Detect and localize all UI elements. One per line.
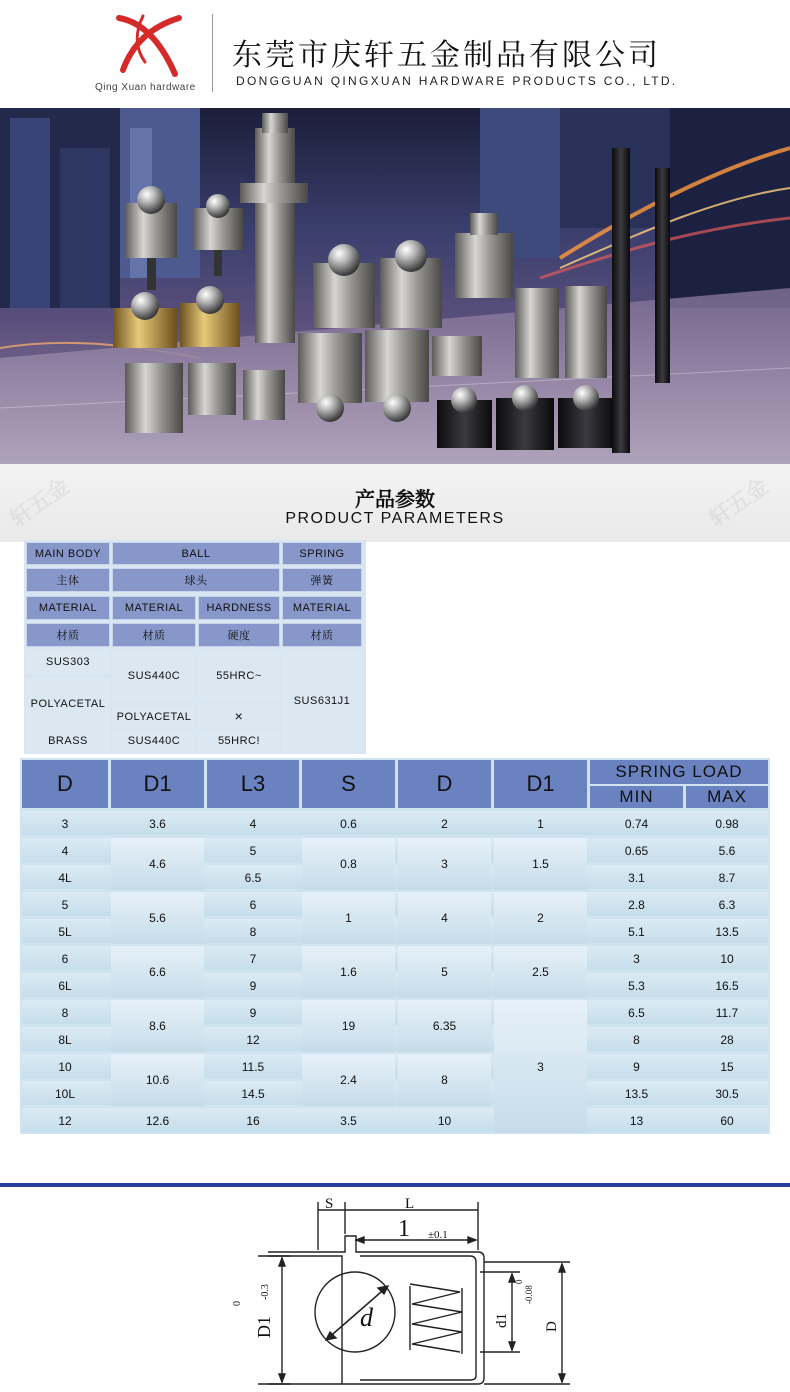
section-title-en: PRODUCT PARAMETERS xyxy=(285,510,505,527)
cell-D-2: 5 xyxy=(398,946,491,998)
col-header-D1-2: D1 xyxy=(494,760,587,808)
cell-max: 15 xyxy=(720,1059,734,1074)
cell-D1-2: 1.5 xyxy=(494,838,587,890)
cell-max: 60 xyxy=(720,1113,734,1128)
cell-max: 5.6 xyxy=(718,843,736,858)
company-name-cn: 东莞市庆轩五金制品有限公司 xyxy=(232,38,661,73)
cell-D-2: 4 xyxy=(398,892,491,944)
cell-min: 2.8 xyxy=(628,897,645,912)
cell-min: 0.74 xyxy=(624,816,649,831)
label-tolerance: ±0.1 xyxy=(428,1229,448,1241)
cell-D1: 3.6 xyxy=(149,816,166,831)
sub-hardness-cn: 硬度 xyxy=(198,623,280,647)
cell-L3: 9 xyxy=(249,978,257,993)
cell-D: 5L xyxy=(58,924,72,939)
sub-material-3: MATERIAL xyxy=(282,596,362,620)
cell-D-2: 6.35 xyxy=(398,1000,491,1052)
col-header-S: S xyxy=(302,760,395,808)
sub-material-2: MATERIAL xyxy=(112,596,196,620)
cell-D: 4L xyxy=(58,870,72,885)
cell-S: 0.6 xyxy=(340,816,357,831)
cell-max: 16.5 xyxy=(715,978,739,993)
label-D: D xyxy=(544,1321,560,1332)
cell-L3: 8 xyxy=(249,924,257,939)
label-d1: d1 xyxy=(494,1313,510,1328)
main-body-sus303: SUS303 xyxy=(26,650,110,674)
label-D1-tol-a: 0 xyxy=(232,1301,243,1306)
cell-max: 8.7 xyxy=(718,870,736,885)
cell-D1: 4.6 xyxy=(111,838,204,890)
material-table xyxy=(24,540,366,754)
product-banner xyxy=(0,108,790,464)
cell-D1: 8.6 xyxy=(111,1000,204,1052)
hardness-none: × xyxy=(198,704,280,728)
cell-D: 6L xyxy=(58,978,72,993)
company-name-en: DONGGUAN QINGXUAN HARDWARE PRODUCTS CO., LTD. xyxy=(236,74,678,88)
cell-D-2: 3 xyxy=(398,838,491,890)
cell-D1-2: 2 xyxy=(494,892,587,944)
cell-S: 19 xyxy=(302,1000,395,1052)
logo-text: Qing Xuan hardware xyxy=(95,82,196,93)
cell-S: 0.8 xyxy=(302,838,395,890)
hardness-55hrc-2: 55HRC! xyxy=(198,730,280,752)
label-D1-tol-b: -0.3 xyxy=(260,1284,271,1300)
spring-sus631j1: SUS631J1 xyxy=(282,650,362,752)
sub-material-1: MATERIAL xyxy=(26,596,110,620)
cell-max: 13.5 xyxy=(715,924,739,939)
cell-L3: 6.5 xyxy=(244,870,262,885)
main-body-brass: BRASS xyxy=(26,730,110,752)
cell-D1-2: 3 xyxy=(494,1000,587,1133)
page-header xyxy=(0,0,790,108)
cell-min: 5.1 xyxy=(628,924,645,939)
dimension-table xyxy=(20,758,770,1134)
header-spring: SPRING xyxy=(282,542,362,565)
cell-S: 2.4 xyxy=(302,1054,395,1106)
header-ball-cn: 球头 xyxy=(112,568,280,592)
cell-D: 6 xyxy=(61,951,69,966)
sub-material-cn-2: 材质 xyxy=(112,623,196,647)
cell-L3: 16 xyxy=(246,1113,260,1128)
cell-L3: 7 xyxy=(249,951,257,966)
col-header-spring-load: SPRING LOAD xyxy=(590,760,768,784)
cell-D: 5 xyxy=(61,897,69,912)
section-title-cn: 产品参数 xyxy=(355,487,435,511)
cell-D-2: 2 xyxy=(441,816,448,831)
cell-D-2: 8 xyxy=(398,1054,491,1106)
cell-D: 8 xyxy=(61,1005,69,1020)
header-main-body: MAIN BODY xyxy=(26,542,110,565)
cell-S: 1.6 xyxy=(302,946,395,998)
section-divider xyxy=(0,1183,790,1187)
ball-polyacetal: POLYACETAL xyxy=(112,706,196,728)
header-divider xyxy=(212,14,213,92)
sub-hardness: HARDNESS xyxy=(198,596,280,620)
label-d1-tol-a: 0 xyxy=(514,1279,524,1284)
cell-max: 11.7 xyxy=(715,1005,739,1020)
cell-D1: 10.6 xyxy=(111,1054,204,1106)
watermark-right: 轩五金 xyxy=(704,473,774,533)
col-header-min: MIN xyxy=(590,786,683,808)
ball-plunger-drawing xyxy=(0,1188,790,1392)
cell-D1: 12.6 xyxy=(145,1113,170,1128)
cell-L3: 4 xyxy=(249,816,257,831)
cell-min: 3.1 xyxy=(628,870,645,885)
header-ball: BALL xyxy=(112,542,280,565)
header-main-body-cn: 主体 xyxy=(26,568,110,592)
cell-L3: 6 xyxy=(249,897,257,912)
cell-S: 1 xyxy=(302,892,395,944)
cell-min: 13 xyxy=(629,1113,644,1128)
header-spring-cn: 弹簧 xyxy=(282,568,362,592)
technical-drawing xyxy=(0,1188,790,1392)
cell-D: 4 xyxy=(61,843,69,858)
cell-S: 3.5 xyxy=(340,1113,357,1128)
main-body-polyacetal: POLYACETAL xyxy=(26,678,110,730)
cell-min: 5.3 xyxy=(628,978,645,993)
label-S: S xyxy=(325,1196,334,1212)
cell-D: 3 xyxy=(61,816,69,831)
col-header-max: MAX xyxy=(686,786,768,808)
sub-material-cn-1: 材质 xyxy=(26,623,110,647)
cell-D: 12 xyxy=(58,1113,72,1128)
banner-illustration xyxy=(0,108,790,464)
cell-D1-2: 2.5 xyxy=(494,946,587,998)
col-header-D: D xyxy=(22,760,108,808)
cell-max: 30.5 xyxy=(715,1086,739,1101)
label-l: 1 xyxy=(398,1216,410,1242)
cell-D1-2: 1 xyxy=(537,816,544,831)
cell-D1: 5.6 xyxy=(111,892,204,944)
cell-L3: 11.5 xyxy=(241,1059,265,1074)
cell-max: 10 xyxy=(720,951,734,966)
cell-max: 6.3 xyxy=(718,897,736,912)
cell-min: 6.5 xyxy=(628,1005,645,1020)
cell-max: 28 xyxy=(720,1032,734,1047)
ball-sus440c-1: SUS440C xyxy=(112,650,196,702)
watermark-left: 轩五金 xyxy=(5,473,75,533)
cell-min: 0.65 xyxy=(624,843,649,858)
sub-material-cn-3: 材质 xyxy=(282,623,362,647)
col-header-D1: D1 xyxy=(111,760,204,808)
cell-D: 10 xyxy=(58,1059,72,1074)
label-d: d xyxy=(360,1303,373,1332)
cell-L3: 12 xyxy=(246,1032,260,1047)
qx-logo-icon xyxy=(113,12,183,78)
cell-min: 9 xyxy=(633,1059,640,1074)
cell-min: 13.5 xyxy=(624,1086,649,1101)
cell-L3: 5 xyxy=(249,843,257,858)
label-L: L xyxy=(405,1196,415,1212)
cell-L3: 14.5 xyxy=(241,1086,265,1101)
company-logo xyxy=(95,10,210,100)
label-d1-tol-b: -0.08 xyxy=(524,1285,534,1304)
cell-max: 0.98 xyxy=(715,816,739,831)
cell-L3: 9 xyxy=(249,1005,257,1020)
hardness-55hrc-1: 55HRC~ xyxy=(198,650,280,702)
ball-sus440c-2: SUS440C xyxy=(112,730,196,752)
cell-D1: 6.6 xyxy=(111,946,204,998)
cell-D-2: 10 xyxy=(437,1113,452,1128)
cell-min: 3 xyxy=(633,951,640,966)
cell-min: 8 xyxy=(633,1032,640,1047)
label-D1: D1 xyxy=(254,1316,274,1338)
col-header-L3: L3 xyxy=(207,760,299,808)
col-header-D-2: D xyxy=(398,760,491,808)
cell-D: 8L xyxy=(58,1032,72,1047)
cell-D: 10L xyxy=(54,1086,76,1101)
